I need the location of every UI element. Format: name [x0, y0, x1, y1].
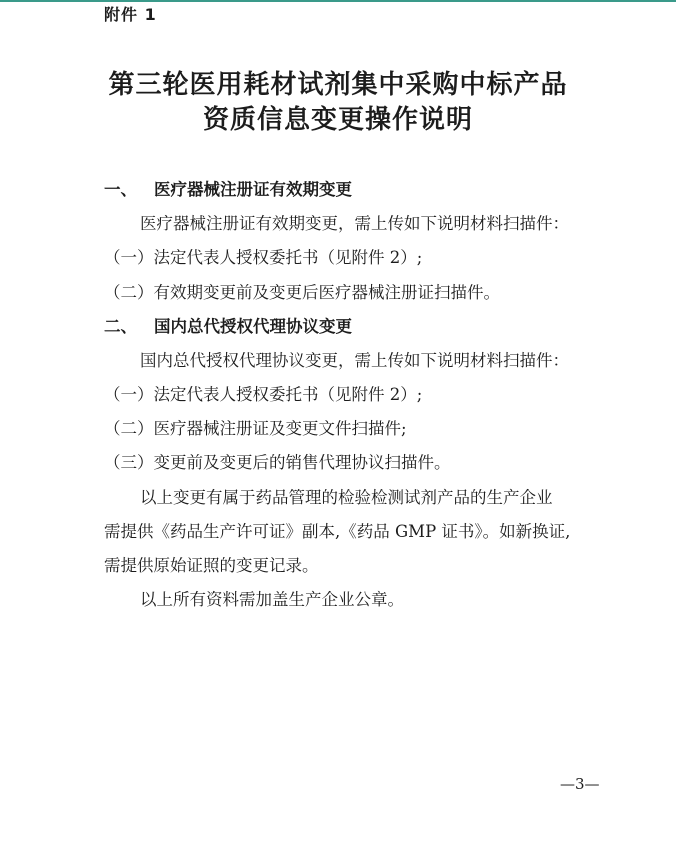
section-1-number: 一、	[104, 180, 137, 199]
section-1-item-1: （一）法定代表人授权委托书（见附件 2）;	[104, 248, 423, 267]
document-title-line-1: 第三轮医用耗材试剂集中采购中标产品	[108, 70, 568, 100]
note-2: 以上所有资料需加盖生产企业公章。	[140, 590, 404, 609]
section-1-title: 医疗器械注册证有效期变更	[154, 180, 352, 199]
page-number: —3—	[560, 775, 600, 793]
section-2-item-2: （二）医疗器械注册证及变更文件扫描件;	[104, 419, 407, 438]
note-1-line-2: 需提供《药品生产许可证》副本,《药品 GMP 证书》。如新换证,	[104, 522, 571, 541]
section-1-intro: 医疗器械注册证有效期变更，需上传如下说明材料扫描件：	[140, 214, 569, 233]
document-title-line-2: 资质信息变更操作说明	[202, 105, 473, 135]
top-border-line	[0, 0, 676, 2]
note-1-line-1: 以上变更有属于药品管理的检验检测试剂产品的生产企业	[140, 488, 553, 507]
attachment-label: 附件 1	[104, 5, 157, 24]
section-2-heading	[104, 313, 352, 337]
note-1-line-3: 需提供原始证照的变更记录。	[104, 556, 319, 575]
section-1-item-2: （二）有效期变更前及变更后医疗器械注册证扫描件。	[104, 283, 500, 302]
section-2-item-1: （一）法定代表人授权委托书（见附件 2）;	[104, 385, 423, 404]
section-1-heading	[104, 176, 352, 200]
section-2-intro: 国内总代授权代理协议变更，需上传如下说明材料扫描件：	[140, 351, 569, 370]
section-2-title: 国内总代授权代理协议变更	[154, 317, 352, 336]
section-2-item-3: （三）变更前及变更后的销售代理协议扫描件。	[104, 453, 451, 472]
section-2-number: 二、	[104, 317, 137, 336]
